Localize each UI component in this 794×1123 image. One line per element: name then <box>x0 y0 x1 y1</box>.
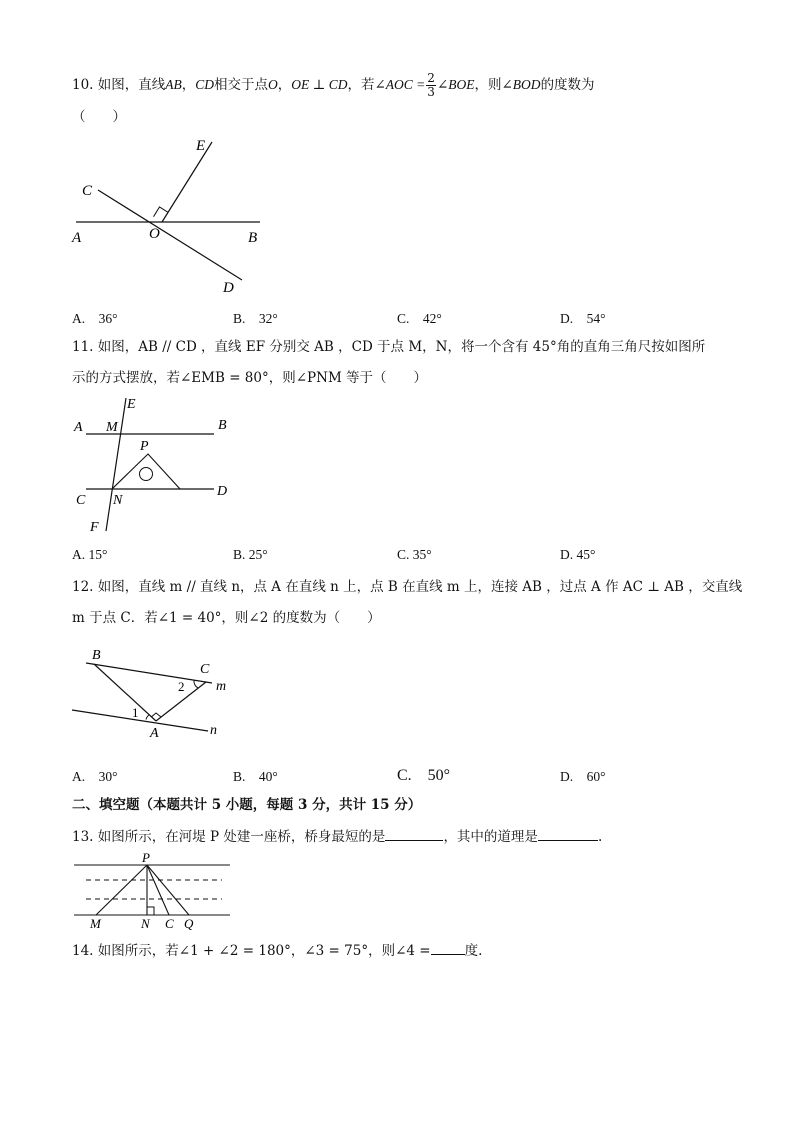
q12-option-c[interactable]: C. 50° <box>397 767 451 784</box>
q10-fraction <box>426 72 436 99</box>
q11-label-a: A <box>74 420 83 435</box>
q12-figure <box>70 645 240 745</box>
q13-label-n: N <box>141 916 150 931</box>
q11-label-n: N <box>113 493 123 508</box>
q13-stem <box>72 828 602 846</box>
q11-option-b[interactable]: B. 25° <box>233 547 268 562</box>
q10-option-c[interactable]: C. 42° <box>397 311 442 326</box>
q10-label-a: A <box>72 230 82 246</box>
q13-right-angle-mark <box>147 907 154 915</box>
q10-ab: AB <box>165 77 182 92</box>
q10-label-o: O <box>149 226 160 242</box>
q10-perp: OE ⊥ CD <box>291 77 348 92</box>
q10-frac-num: 2 <box>427 71 435 85</box>
q11-triangle-ruler <box>112 454 180 489</box>
q12-option-b[interactable]: B. 40° <box>233 769 278 784</box>
q12-option-a[interactable]: A. 30° <box>72 769 118 784</box>
q10-text-pre: 如图，直线 <box>97 77 166 93</box>
q10-paren: （ ） <box>72 109 126 125</box>
q12-angle-1-arc <box>146 715 150 720</box>
q12-label-c: C <box>200 662 210 677</box>
q10-label-d: D <box>223 280 234 296</box>
q10-frac-den: 3 <box>427 85 435 99</box>
q13-blank-1[interactable] <box>385 828 443 841</box>
q12-right-angle-mark <box>152 713 162 717</box>
q11-stem-line1: 11. 如图，AB // CD ，直线 EF 分别交 AB ，CD 于点 M，N，将一个含有 45°角的直角三角尺按如图所 <box>72 339 706 355</box>
q10-o: O <box>268 77 278 92</box>
q10-text-post: 的度数为 <box>540 77 595 93</box>
q10-line-oe <box>162 142 212 222</box>
q12-stem-line1: 12. 如图，直线 m // 直线 n，点 A 在直线 n 上，点 B 在直线 m 上，连接 AB ，过点 A 作 AC ⊥ AB ，交直线 <box>72 579 743 595</box>
q11-label-p: P <box>140 439 149 454</box>
q10-text-mid3: ，则 <box>474 77 502 93</box>
q11-stem-line2: 示的方式摆放，若∠EMB = 80°，则∠PNM 等于（ ） <box>72 370 428 386</box>
q13-label-q: Q <box>184 916 194 931</box>
q13-label-m: M <box>90 916 101 931</box>
q12-line-n <box>72 710 208 731</box>
q10-angle-bod: ∠BOD <box>501 77 541 92</box>
q14-text-post: 度. <box>464 943 483 959</box>
q11-line-ef <box>106 398 126 531</box>
q12-label-m: m <box>216 679 227 694</box>
q14-text-pre: 14. 如图所示，若∠1 + ∠2 = 180°，∠3 = 75°，则∠4 = <box>72 943 431 959</box>
q12-option-d[interactable]: D. 60° <box>560 769 606 784</box>
q13-text-pre: 13. 如图所示，在河堤 P 处建一座桥，桥身最短的是 <box>72 829 386 845</box>
q12-label-b: B <box>92 648 101 663</box>
q10-angle-aoc: ∠AOC = <box>374 77 426 92</box>
q10-angle-boe: ∠BOE <box>436 77 475 92</box>
q12-label-a: A <box>150 726 159 741</box>
q11-label-b: B <box>218 418 227 433</box>
q13-figure <box>72 852 242 932</box>
q12-label-n: n <box>210 723 217 738</box>
q11-figure <box>72 396 242 536</box>
q10-line-cd <box>98 190 242 280</box>
q13-label-c: C <box>165 916 174 931</box>
q13-blank-2[interactable] <box>538 828 598 841</box>
q10-text-mid1: 相交于点 <box>214 77 269 93</box>
q13-text-post: . <box>597 829 603 845</box>
q10-figure <box>70 132 270 302</box>
q11-label-d: D <box>217 484 228 499</box>
q11-label-c: C <box>76 493 86 508</box>
q10-option-d[interactable]: D. 54° <box>560 311 606 326</box>
q10-sep2: ， <box>277 77 292 93</box>
q11-option-d[interactable]: D. 45° <box>560 547 596 562</box>
q10-label-e: E <box>196 138 206 154</box>
q10-stem-line1 <box>72 72 595 99</box>
q12-label-2: 2 <box>178 679 185 694</box>
q11-ruler-hole <box>140 468 153 481</box>
q10-cd: CD <box>195 77 215 92</box>
q12-line-m <box>86 663 212 683</box>
q10-option-a[interactable]: A. 36° <box>72 311 118 326</box>
q10-label-b: B <box>248 230 258 246</box>
section2-title: 二、填空题（本题共计 5 小题，每题 3 分，共计 15 分） <box>72 797 422 813</box>
q11-label-f: F <box>90 520 99 535</box>
q13-label-p: P <box>142 850 150 865</box>
q14-stem <box>72 942 482 960</box>
q10-label-c: C <box>82 183 93 199</box>
q11-label-m: M <box>106 420 118 435</box>
q12-label-1: 1 <box>132 705 139 720</box>
q12-stem-line2: m 于点 C．若∠1 = 40°，则∠2 的度数为（ ） <box>72 610 381 626</box>
q10-option-b[interactable]: B. 32° <box>233 311 278 326</box>
q11-label-e: E <box>127 397 136 412</box>
q13-text-mid: ，其中的道理是 <box>443 829 538 845</box>
q10-number: 10. <box>72 77 94 93</box>
q11-option-c[interactable]: C. 35° <box>397 547 432 562</box>
q10-text-mid2: ，若 <box>347 77 375 93</box>
q14-blank[interactable] <box>431 942 465 955</box>
q13-segment-pm <box>96 865 147 915</box>
q11-option-a[interactable]: A. 15° <box>72 547 108 562</box>
q10-sep1: ， <box>181 77 196 93</box>
